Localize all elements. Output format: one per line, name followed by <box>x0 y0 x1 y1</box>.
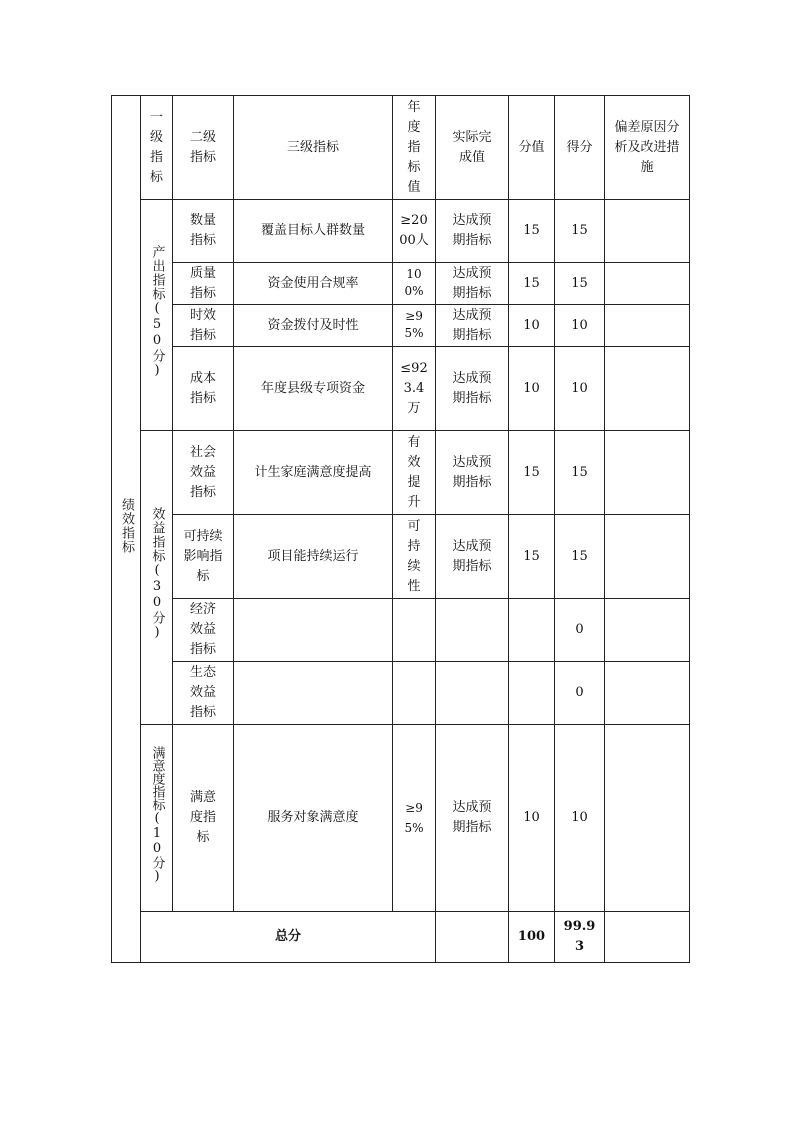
row-value <box>509 599 555 662</box>
header-level3: 三级指标 <box>234 96 393 200</box>
row-level3: 项目能持续运行 <box>234 515 393 599</box>
row-actual: 达成预期指标 <box>436 305 509 347</box>
row-deviation <box>605 305 690 347</box>
header-level2: 二级指标 <box>189 129 216 165</box>
row-actual <box>436 662 509 725</box>
total-value: 100 <box>509 912 555 963</box>
row-value <box>509 662 555 725</box>
group-output-cell <box>141 200 173 431</box>
row-value: 15 <box>509 515 555 599</box>
table-header-row <box>112 96 690 200</box>
row-level3: 年度县级专项资金 <box>234 347 393 431</box>
row-level3 <box>234 662 393 725</box>
row-deviation <box>605 515 690 599</box>
row-actual: 达成预期指标 <box>436 515 509 599</box>
row-target: 可持续性 <box>393 515 436 599</box>
table-row <box>112 599 690 662</box>
row-level2: 满意度指标 <box>173 725 234 912</box>
table-row <box>112 725 690 912</box>
row-actual: 达成预期指标 <box>436 347 509 431</box>
table-row <box>112 515 690 599</box>
row-level2: 生态效益指标 <box>173 662 234 725</box>
row-target: ≥95% <box>393 305 436 347</box>
row-level3: 计生家庭满意度提高 <box>234 431 393 515</box>
row-level2: 数量指标 <box>173 200 234 263</box>
row-level2: 社会效益指标 <box>173 431 234 515</box>
header-target: 年度指标值 <box>407 99 421 195</box>
total-row <box>112 912 690 963</box>
row-value: 15 <box>509 431 555 515</box>
header-level1: 一级指标 <box>149 109 163 185</box>
row-score: 10 <box>555 305 605 347</box>
table-row <box>112 347 690 431</box>
row-target <box>393 599 436 662</box>
row-actual: 达成预期指标 <box>436 263 509 305</box>
table-row <box>112 305 690 347</box>
total-actual <box>436 912 509 963</box>
row-value: 10 <box>509 725 555 912</box>
outer-label: 绩效指标 <box>119 497 134 554</box>
total-label: 总分 <box>141 912 436 963</box>
row-score: 0 <box>555 662 605 725</box>
row-value: 15 <box>509 200 555 263</box>
header-level2-cell <box>173 96 234 200</box>
row-score: 15 <box>555 263 605 305</box>
row-actual <box>436 599 509 662</box>
row-deviation <box>605 662 690 725</box>
group-satisfaction-cell <box>141 725 173 912</box>
row-deviation <box>605 263 690 305</box>
performance-table <box>111 95 690 963</box>
table-row <box>112 263 690 305</box>
row-actual: 达成预期指标 <box>436 200 509 263</box>
group-output: 产出指标(50分) <box>149 244 165 379</box>
row-deviation <box>605 725 690 912</box>
group-benefit-cell <box>141 431 173 725</box>
row-actual: 达成预期指标 <box>436 431 509 515</box>
row-level3: 服务对象满意度 <box>234 725 393 912</box>
row-level2: 时效指标 <box>173 305 234 347</box>
row-deviation <box>605 431 690 515</box>
row-score: 15 <box>555 431 605 515</box>
header-actual: 实际完成值 <box>452 129 492 165</box>
row-level3 <box>234 599 393 662</box>
header-deviation-cell <box>605 96 690 200</box>
row-level3: 资金拨付及时性 <box>234 305 393 347</box>
row-target: ≤923.4万 <box>393 347 436 431</box>
row-deviation <box>605 200 690 263</box>
row-score: 15 <box>555 515 605 599</box>
row-score: 10 <box>555 725 605 912</box>
row-target: 100% <box>393 263 436 305</box>
row-level2: 可持续影响指标 <box>173 515 234 599</box>
row-level2: 质量指标 <box>173 263 234 305</box>
table-row <box>112 200 690 263</box>
row-deviation <box>605 599 690 662</box>
header-deviation: 偏差原因分析及改进措施 <box>614 119 680 175</box>
header-score-value: 分值 <box>509 96 555 200</box>
header-target-cell <box>393 96 436 200</box>
row-score: 15 <box>555 200 605 263</box>
row-deviation <box>605 347 690 431</box>
row-target: ≥95% <box>393 725 436 912</box>
total-score: 99.93 <box>563 919 596 954</box>
row-level3: 覆盖目标人群数量 <box>234 200 393 263</box>
row-value: 15 <box>509 263 555 305</box>
row-value: 10 <box>509 305 555 347</box>
table-row <box>112 431 690 515</box>
table-row <box>112 662 690 725</box>
group-satisfaction: 满意度指标(10分) <box>149 745 165 884</box>
header-level1-cell <box>141 96 173 200</box>
outer-label-cell <box>112 96 141 963</box>
header-actual-cell <box>436 96 509 200</box>
row-level2: 经济效益指标 <box>173 599 234 662</box>
row-target: ≥2000人 <box>393 200 436 263</box>
total-score-cell <box>555 912 605 963</box>
row-actual: 达成预期指标 <box>436 725 509 912</box>
row-value: 10 <box>509 347 555 431</box>
total-deviation <box>605 912 690 963</box>
row-target <box>393 662 436 725</box>
group-benefit: 效益指标(30分) <box>149 507 165 641</box>
header-score-got: 得分 <box>555 96 605 200</box>
row-score: 10 <box>555 347 605 431</box>
row-level2: 成本指标 <box>173 347 234 431</box>
row-target: 有效提升 <box>393 431 436 515</box>
row-level3: 资金使用合规率 <box>234 263 393 305</box>
row-score: 0 <box>555 599 605 662</box>
